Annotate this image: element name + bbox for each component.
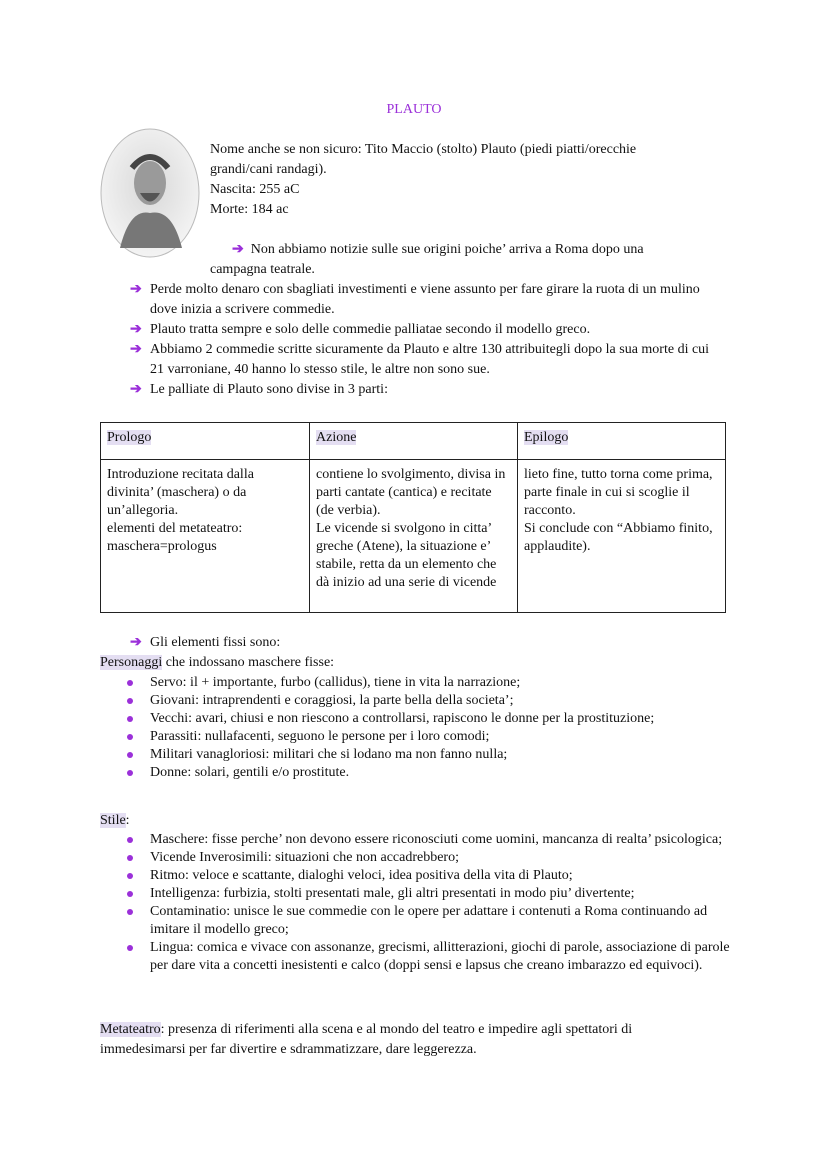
cell-azione: contiene lo svolgimento, divisa in parti cantate (cantica) e recitate (de verbia). Le vicende si svolgono in citta’ greche (Atene), la situazione e’ stabile, retta da un elemento che dà inizio ad una serie di vicende (310, 460, 518, 613)
arrow-icon: ➔ (130, 635, 142, 650)
list-item-text: Perde molto denaro con sbagliati investimenti e viene assunto per fare girare la ruota di un mulino dove inizia a scrivere commedie. (150, 282, 700, 317)
bullet-icon (127, 734, 133, 740)
cell-epilogo: lieto fine, tutto torna come prima, parte finale in cui si scoglie il racconto. Si conclude con “Abbiamo finito, applaudite). (518, 460, 726, 613)
list-item (100, 746, 740, 764)
death-text: Morte: 184 ac (210, 202, 289, 217)
personaggi-label: Personaggi (100, 655, 163, 670)
list-item-text: Abbiamo 2 commedie scritte sicuramente da Plauto e altre 130 attribuitegli dopo la sua morte di cui 21 varroniane, 40 hanno lo stesso stile, le altre non sono sue. (150, 342, 710, 377)
list-item-text: Vicende Inverosimili: situazioni che non accadrebbero; (150, 850, 459, 865)
cell-prologo: Introduzione recitata dalla divinita’ (maschera) o da un’allegoria. elementi del metateatro: maschera=prologus (101, 460, 310, 613)
personaggi-rest: che indossano maschere fisse: (162, 655, 335, 670)
stile-label: Stile (100, 813, 126, 828)
name-text: Nome anche se non sicuro: Tito Maccio (stolto) Plauto (piedi piatti/orecchie grandi/cani randagi). (210, 142, 637, 177)
metateatro-label: Metateatro (100, 1022, 161, 1037)
bullet-icon (127, 855, 133, 861)
list-item (100, 885, 730, 903)
list-item (100, 939, 730, 975)
list-item (100, 831, 730, 849)
list-item-text: Contaminatio: unisce le sue commedie con le opere per adattare i contenuti a Roma continuando ad imitare il modello greco; (150, 904, 708, 937)
bullet-icon (127, 716, 133, 722)
fixed-elements-list (100, 633, 280, 653)
list-item-text: Vecchi: avari, chiusi e non riescono a controllarsi, rapiscono le donne per la prostituzione; (150, 711, 655, 726)
table-row (101, 460, 726, 613)
bullet-icon (127, 837, 133, 843)
metateatro-text: : presenza di riferimenti alla scena e al mondo del teatro e impedire agli spettatori di immedesimarsi per far divertire e sdrammatizzare, dare leggerezza. (100, 1022, 633, 1057)
table-header-row (101, 423, 726, 460)
origins-text: Non abbiamo notizie sulle sue origini poiche’ arriva a Roma dopo una (250, 242, 644, 257)
list-item-text: Plauto tratta sempre e solo delle commedie palliatae secondo il modello greco. (150, 322, 591, 337)
plautus-portrait-image (100, 128, 200, 258)
facts-list (100, 280, 710, 400)
stile-rest: : (125, 813, 130, 828)
bullet-icon (127, 891, 133, 897)
arrow-icon: ➔ (130, 342, 142, 357)
list-item (100, 764, 740, 782)
list-item-text: Militari vanagloriosi: militari che si lodano ma non fanno nulla; (150, 747, 508, 762)
list-item (100, 692, 740, 710)
origins-item (232, 240, 644, 260)
list-item-text: Giovani: intraprendenti e coraggiosi, la parte bella della societa’; (150, 693, 514, 708)
list-item-text: Gli elementi fissi sono: (150, 635, 281, 650)
stile-heading (100, 811, 130, 831)
metateatro-paragraph (100, 1020, 720, 1060)
bullet-icon (127, 909, 133, 915)
list-item-text: Servo: il + importante, furbo (callidus), tiene in vita la narrazione; (150, 675, 521, 690)
list-item-text: Ritmo: veloce e scattante, dialoghi veloci, idea positiva della vita di Plauto; (150, 868, 573, 883)
stile-list (100, 831, 730, 975)
header-epilogo: Epilogo (524, 430, 569, 445)
birth-text: Nascita: 255 aC (210, 182, 300, 197)
page-title: PLAUTO (386, 102, 442, 117)
biography-block (210, 140, 710, 220)
header-azione: Azione (316, 430, 357, 445)
header-prologo: Prologo (107, 430, 152, 445)
arrow-icon: ➔ (130, 322, 142, 337)
bullet-icon (127, 945, 133, 951)
list-item-text: Donne: solari, gentili e/o prostitute. (150, 765, 350, 780)
arrow-icon: ➔ (130, 282, 142, 297)
arrow-icon: ➔ (232, 242, 244, 257)
list-item (100, 903, 730, 939)
bullet-icon (127, 752, 133, 758)
personaggi-heading (100, 653, 334, 673)
bullet-icon (127, 770, 133, 776)
list-item-text: Lingua: comica e vivace con assonanze, grecismi, allitterazioni, giochi di parole, associazione di parole per dare vita a concetti inesistenti e calco (doppi sensi e lapsus che creano imbarazzo ed equivoci). (150, 940, 730, 973)
parts-table (100, 422, 726, 613)
list-item (100, 674, 740, 692)
list-item-text: Maschere: fisse perche’ non devono essere riconosciuti come uomini, mancanza di realta’ psicologica; (150, 832, 723, 847)
bullet-icon (127, 698, 133, 704)
list-item (100, 340, 710, 380)
list-item (100, 728, 740, 746)
list-item-text: Intelligenza: furbizia, stolti presentati male, gli altri presentati in modo piu’ divertente; (150, 886, 635, 901)
list-item (100, 849, 730, 867)
bullet-icon (127, 873, 133, 879)
list-item (100, 280, 710, 320)
list-item (100, 867, 730, 885)
bullet-icon (127, 680, 133, 686)
list-item (100, 633, 280, 653)
list-item (100, 380, 710, 400)
list-item-text: Le palliate di Plauto sono divise in 3 parti: (150, 382, 388, 397)
personaggi-list (100, 674, 740, 782)
arrow-icon: ➔ (130, 382, 142, 397)
list-item-text: Parassiti: nullafacenti, seguono le persone per i loro comodi; (150, 729, 490, 744)
list-item (100, 320, 710, 340)
list-item (100, 710, 740, 728)
origins-text-cont: campagna teatrale. (210, 262, 315, 277)
